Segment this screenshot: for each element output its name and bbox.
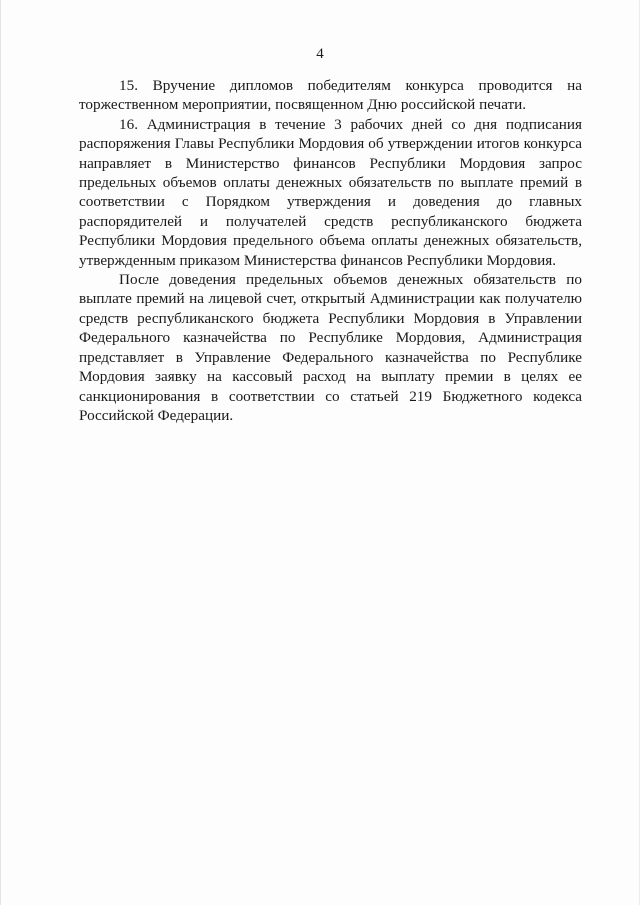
paragraph-16-continuation: После доведения предельных объемов денежных обязательств по выплате премий на лицевой счет, открытый Администрации как получателю средств республиканского бюджета Республики Мордовия в Управлении Федерального казначейства по Республике Мордовия, Администрация представляет в Управление Федерального казначейства по Республике Мордовия заявку на кассовый расход на выплату премии в целях ее санкционирования в соответствии со статьей 219 Бюджетного кодекса Российской Федерации. (79, 271, 582, 424)
scan-left-edge (0, 0, 1, 905)
document-body (79, 76, 582, 425)
page-number: 4 (316, 46, 324, 62)
paragraph-16: 16. Администрация в течение 3 рабочих дней со дня подписания распоряжения Главы Республики Мордовия об утверждении итогов конкурса направляет в Министерство финансов Республики Мордовия запрос предельных объемов оплаты денежных обязательств по выплате премий в соответствии с Порядком утверждения и доведения до главных распорядителей и получателей средств республиканского бюджета Республики Мордовия предельного объема оплаты денежных обязательств, утвержденным приказом Министерства финансов Республики Мордовия. (79, 115, 582, 269)
paragraph-15: 15. Вручение дипломов победителям конкурса проводится на торжественном мероприятии, посвященном Дню российской печати. (79, 77, 582, 114)
